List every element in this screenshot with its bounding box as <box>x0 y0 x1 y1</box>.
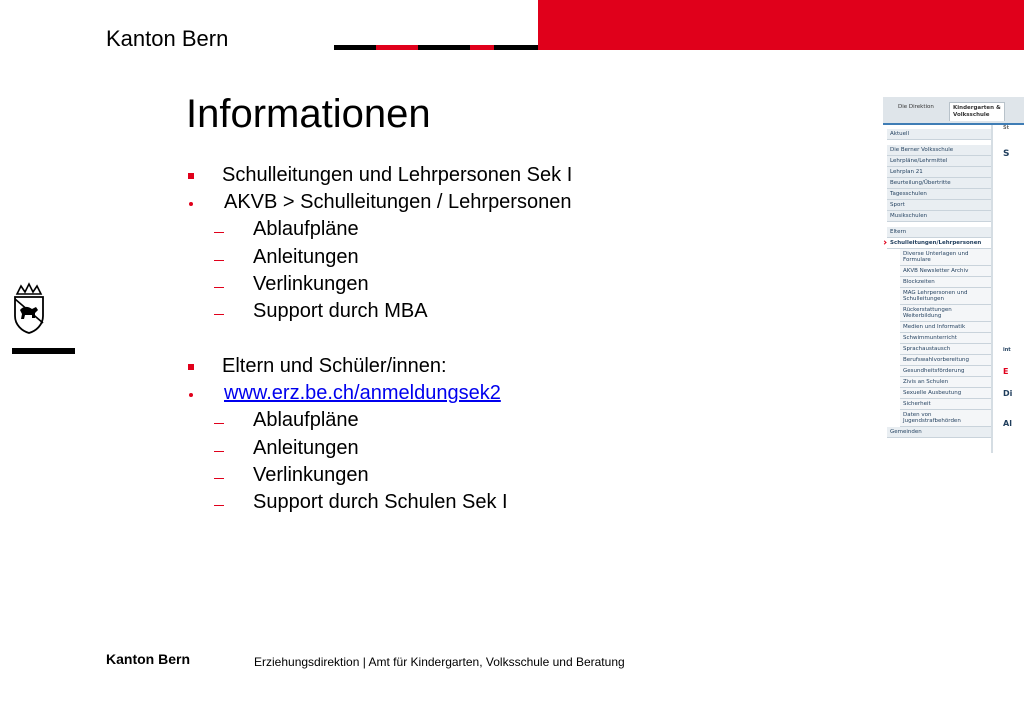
website-nav-item[interactable]: Schwimmunterricht <box>900 333 991 344</box>
sub-item: Support durch Schulen Sek I <box>253 491 508 513</box>
section-heading: Eltern und Schüler/innen: <box>222 355 447 377</box>
sub-item: Anleitungen <box>253 245 359 268</box>
bern-crest-icon <box>12 282 46 334</box>
website-nav-item[interactable]: Gesundheitsförderung <box>900 366 991 377</box>
website-nav-item[interactable]: Sicherheit <box>900 399 991 410</box>
header-color-bar <box>334 0 1024 50</box>
website-content-fragment: St <box>1003 125 1009 131</box>
website-nav-item[interactable]: Blockzeiten <box>900 277 991 288</box>
website-nav-item[interactable]: Aktuell <box>887 129 991 140</box>
header-bar-segment <box>494 45 538 50</box>
website-nav <box>887 129 991 438</box>
website-content-fragment: E <box>1003 367 1009 376</box>
sub-item: Anleitungen <box>253 436 359 459</box>
website-nav-item[interactable]: Eltern <box>887 227 991 238</box>
crest-underline <box>12 348 75 354</box>
navigation-path: AKVB > Schulleitungen / Lehrpersonen <box>224 191 572 214</box>
bullet-dash-icon <box>214 287 224 288</box>
anmeldung-link[interactable]: www.erz.be.ch/anmeldungsek2 <box>224 382 501 405</box>
header-bar-segment <box>334 45 376 50</box>
website-nav-item[interactable]: Zivis an Schulen <box>900 377 991 388</box>
header-bar-segment <box>376 45 418 50</box>
bullet-dot-icon <box>189 393 193 397</box>
website-nav-item[interactable]: Berufswahlvorbereitung <box>900 355 991 366</box>
header-bar-segment <box>418 45 470 50</box>
brand-name: Kanton Bern <box>106 26 229 51</box>
website-tab-bar <box>883 97 1024 125</box>
website-nav-item[interactable]: Daten von Jugendstrafbehörden <box>900 410 991 427</box>
sub-item: Ablaufpläne <box>253 409 359 432</box>
website-content-area <box>991 125 1024 453</box>
bullet-dash-icon <box>214 314 224 315</box>
website-content-fragment: S <box>1003 149 1010 159</box>
website-nav-item[interactable]: Lehrpläne/Lehrmittel <box>887 156 991 167</box>
sub-item: Support durch MBA <box>253 300 428 322</box>
website-nav-item[interactable]: Die Berner Volksschule <box>887 145 991 156</box>
website-nav-item[interactable]: Sport <box>887 200 991 211</box>
website-nav-item[interactable]: Musikschulen <box>887 211 991 222</box>
bullet-dash-icon <box>214 232 224 233</box>
bullet-dash-icon <box>214 505 224 506</box>
website-nav-item[interactable]: Beurteilung/Übertritte <box>887 178 991 189</box>
website-nav-item[interactable]: MAG Lehrpersonen und Schulleitungen <box>900 288 991 305</box>
sub-item: Verlinkungen <box>253 272 369 295</box>
bullet-square-icon <box>188 173 194 179</box>
website-nav-item[interactable]: Tagesschulen <box>887 189 991 200</box>
website-content-fragment: Al <box>1003 419 1012 428</box>
website-nav-item[interactable]: Medien und Informatik <box>900 322 991 333</box>
website-nav-item[interactable]: Gemeinden <box>887 427 991 438</box>
website-nav-item[interactable]: Rückerstattungen Weiterbildung <box>900 305 991 322</box>
website-tab[interactable]: Die Direktion <box>898 104 934 110</box>
footer-brand: Kanton Bern <box>106 651 190 667</box>
website-content-fragment: Di <box>1003 389 1013 398</box>
bullet-dash-icon <box>214 478 224 479</box>
website-nav-item[interactable]: Diverse Unterlagen und Formulare <box>900 249 991 266</box>
website-nav-item[interactable]: AKVB Newsletter Archiv <box>900 266 991 277</box>
website-screenshot <box>883 97 1024 453</box>
header-bar-segment <box>538 0 1024 50</box>
bullet-dot-icon <box>189 202 193 206</box>
section-heading: Schulleitungen und Lehrpersonen Sek I <box>222 164 573 186</box>
website-nav-item[interactable]: Sprachaustausch <box>900 344 991 355</box>
website-tab[interactable]: Kindergarten & Volksschule <box>949 102 1005 121</box>
bullet-dash-icon <box>214 451 224 452</box>
sub-item: Ablaufpläne <box>253 218 359 241</box>
website-content-fragment: int <box>1003 347 1011 353</box>
website-nav-item[interactable]: Schulleitungen/Lehrpersonen <box>887 238 991 249</box>
website-nav-item[interactable]: Lehrplan 21 <box>887 167 991 178</box>
sub-item: Verlinkungen <box>253 463 369 486</box>
footer-text: Erziehungsdirektion | Amt für Kindergarten, Volksschule und Beratung <box>254 655 625 669</box>
bullet-dash-icon <box>214 423 224 424</box>
bullet-dash-icon <box>214 260 224 261</box>
bullet-square-icon <box>188 364 194 370</box>
website-nav-item[interactable]: Sexuelle Ausbeutung <box>900 388 991 399</box>
slide-title: Informationen <box>186 92 431 136</box>
